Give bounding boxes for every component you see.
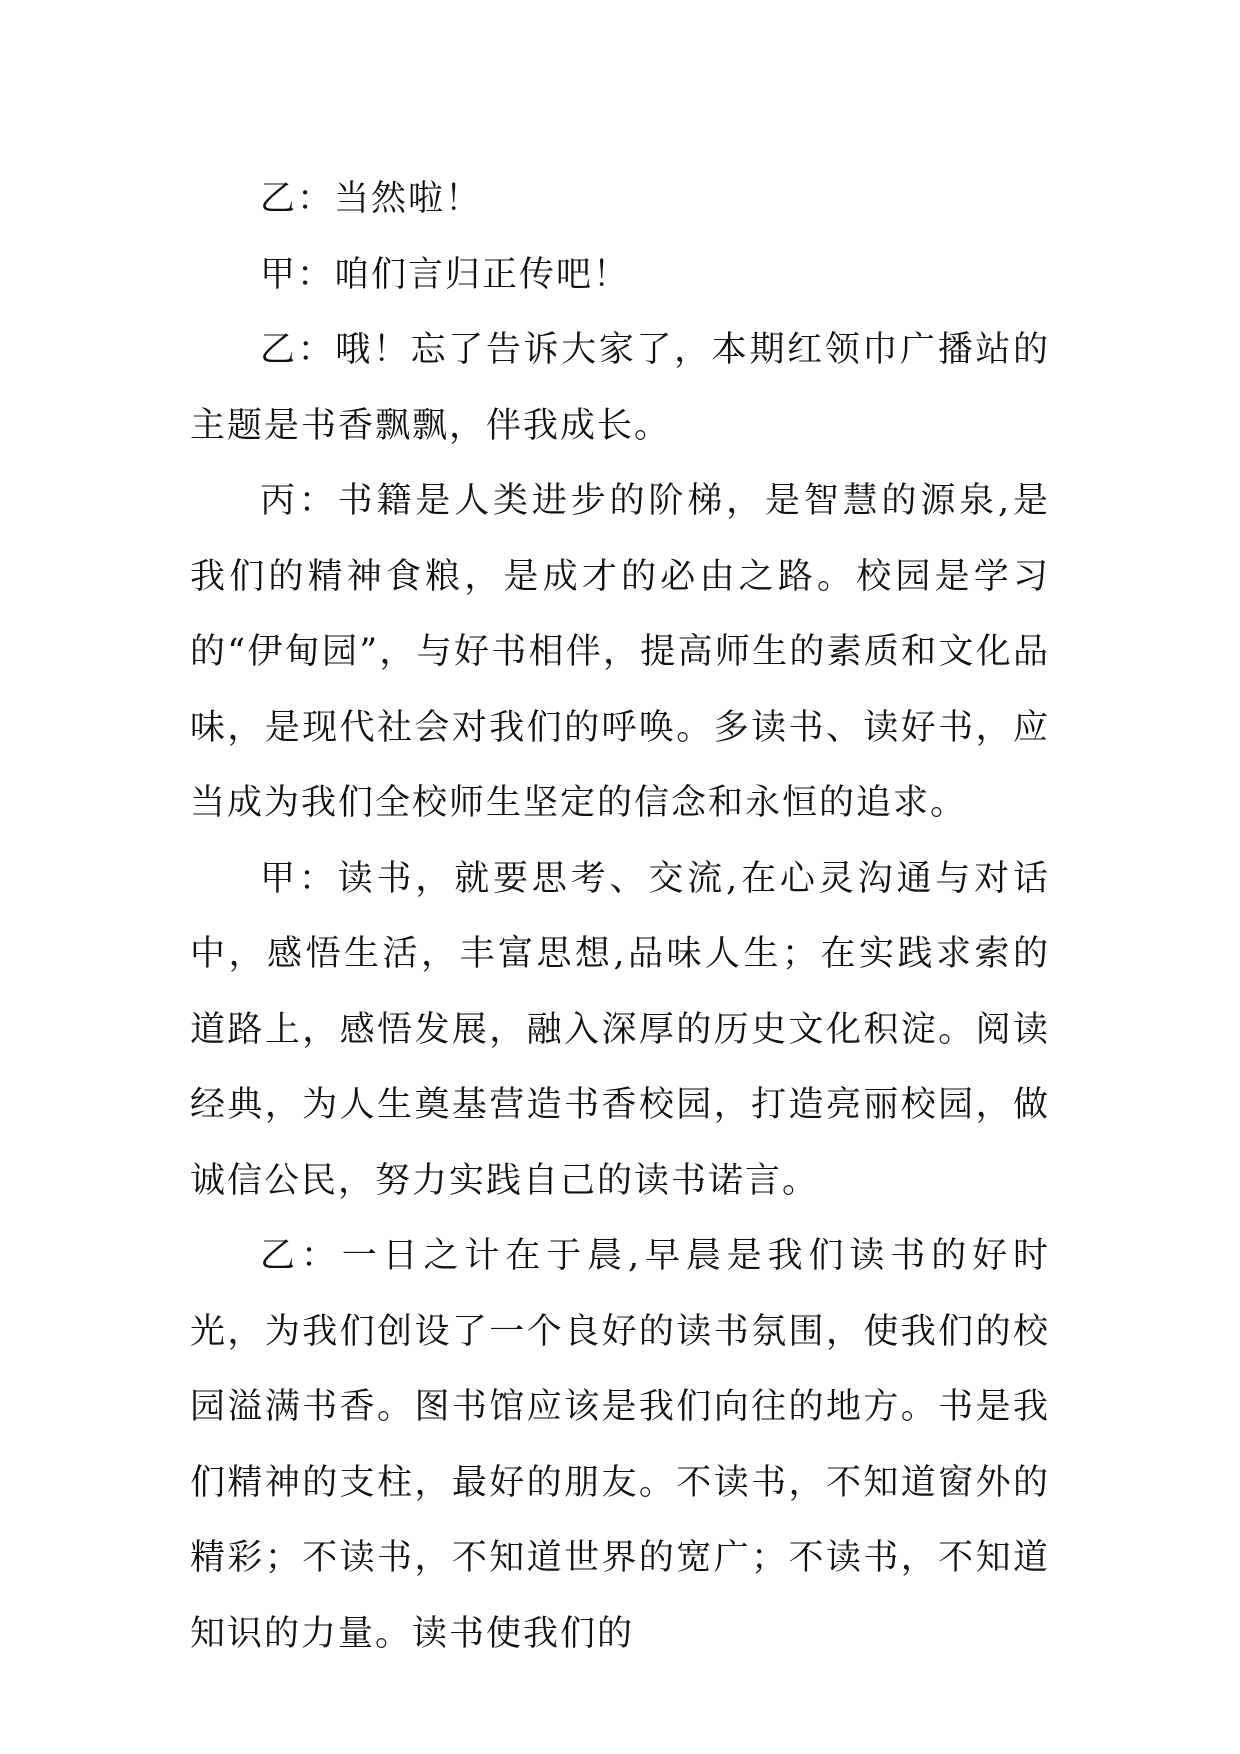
paragraph-jia-2: 甲：读书，就要思考、交流,在心灵沟通与对话中，感悟生活，丰富思想,品味人生；在实践求索的道路上，感悟发展，融入深厚的历史文化积淀。阅读经典，为人生奠基营造书香校园，打造亮丽校园，做诚信公民，努力实践自己的读书诺言。 bbox=[190, 858, 1050, 1201]
paragraph-yi-2: 乙：哦！忘了告诉大家了，本期红领巾广播站的主题是书香飘飘，伴我成长。 bbox=[190, 330, 1050, 446]
paragraph-bing-1: 丙：书籍是人类进步的阶梯，是智慧的源泉,是我们的精神食粮，是成才的必由之路。校园是学习的“伊甸园”，与好书相伴，提高师生的素质和文化品味，是现代社会对我们的呼唤。多读书、读好书，应当成为我们全校师生坚定的信念和永恒的追求。 bbox=[190, 481, 1050, 823]
document-body bbox=[190, 162, 1050, 1672]
paragraph-yi-3: 乙：一日之计在于晨,早晨是我们读书的好时光，为我们创设了一个良好的读书氛围，使我们的校园溢满书香。图书馆应该是我们向往的地方。书是我们精神的支柱，最好的朋友。不读书，不知道窗外的精彩；不读书，不知道世界的宽广；不读书，不知道知识的力量。读书使我们的 bbox=[190, 1236, 1050, 1654]
paragraph-yi-1: 乙：当然啦！ bbox=[260, 179, 483, 219]
paragraph-jia-1: 甲：咱们言归正传吧！ bbox=[260, 254, 631, 295]
